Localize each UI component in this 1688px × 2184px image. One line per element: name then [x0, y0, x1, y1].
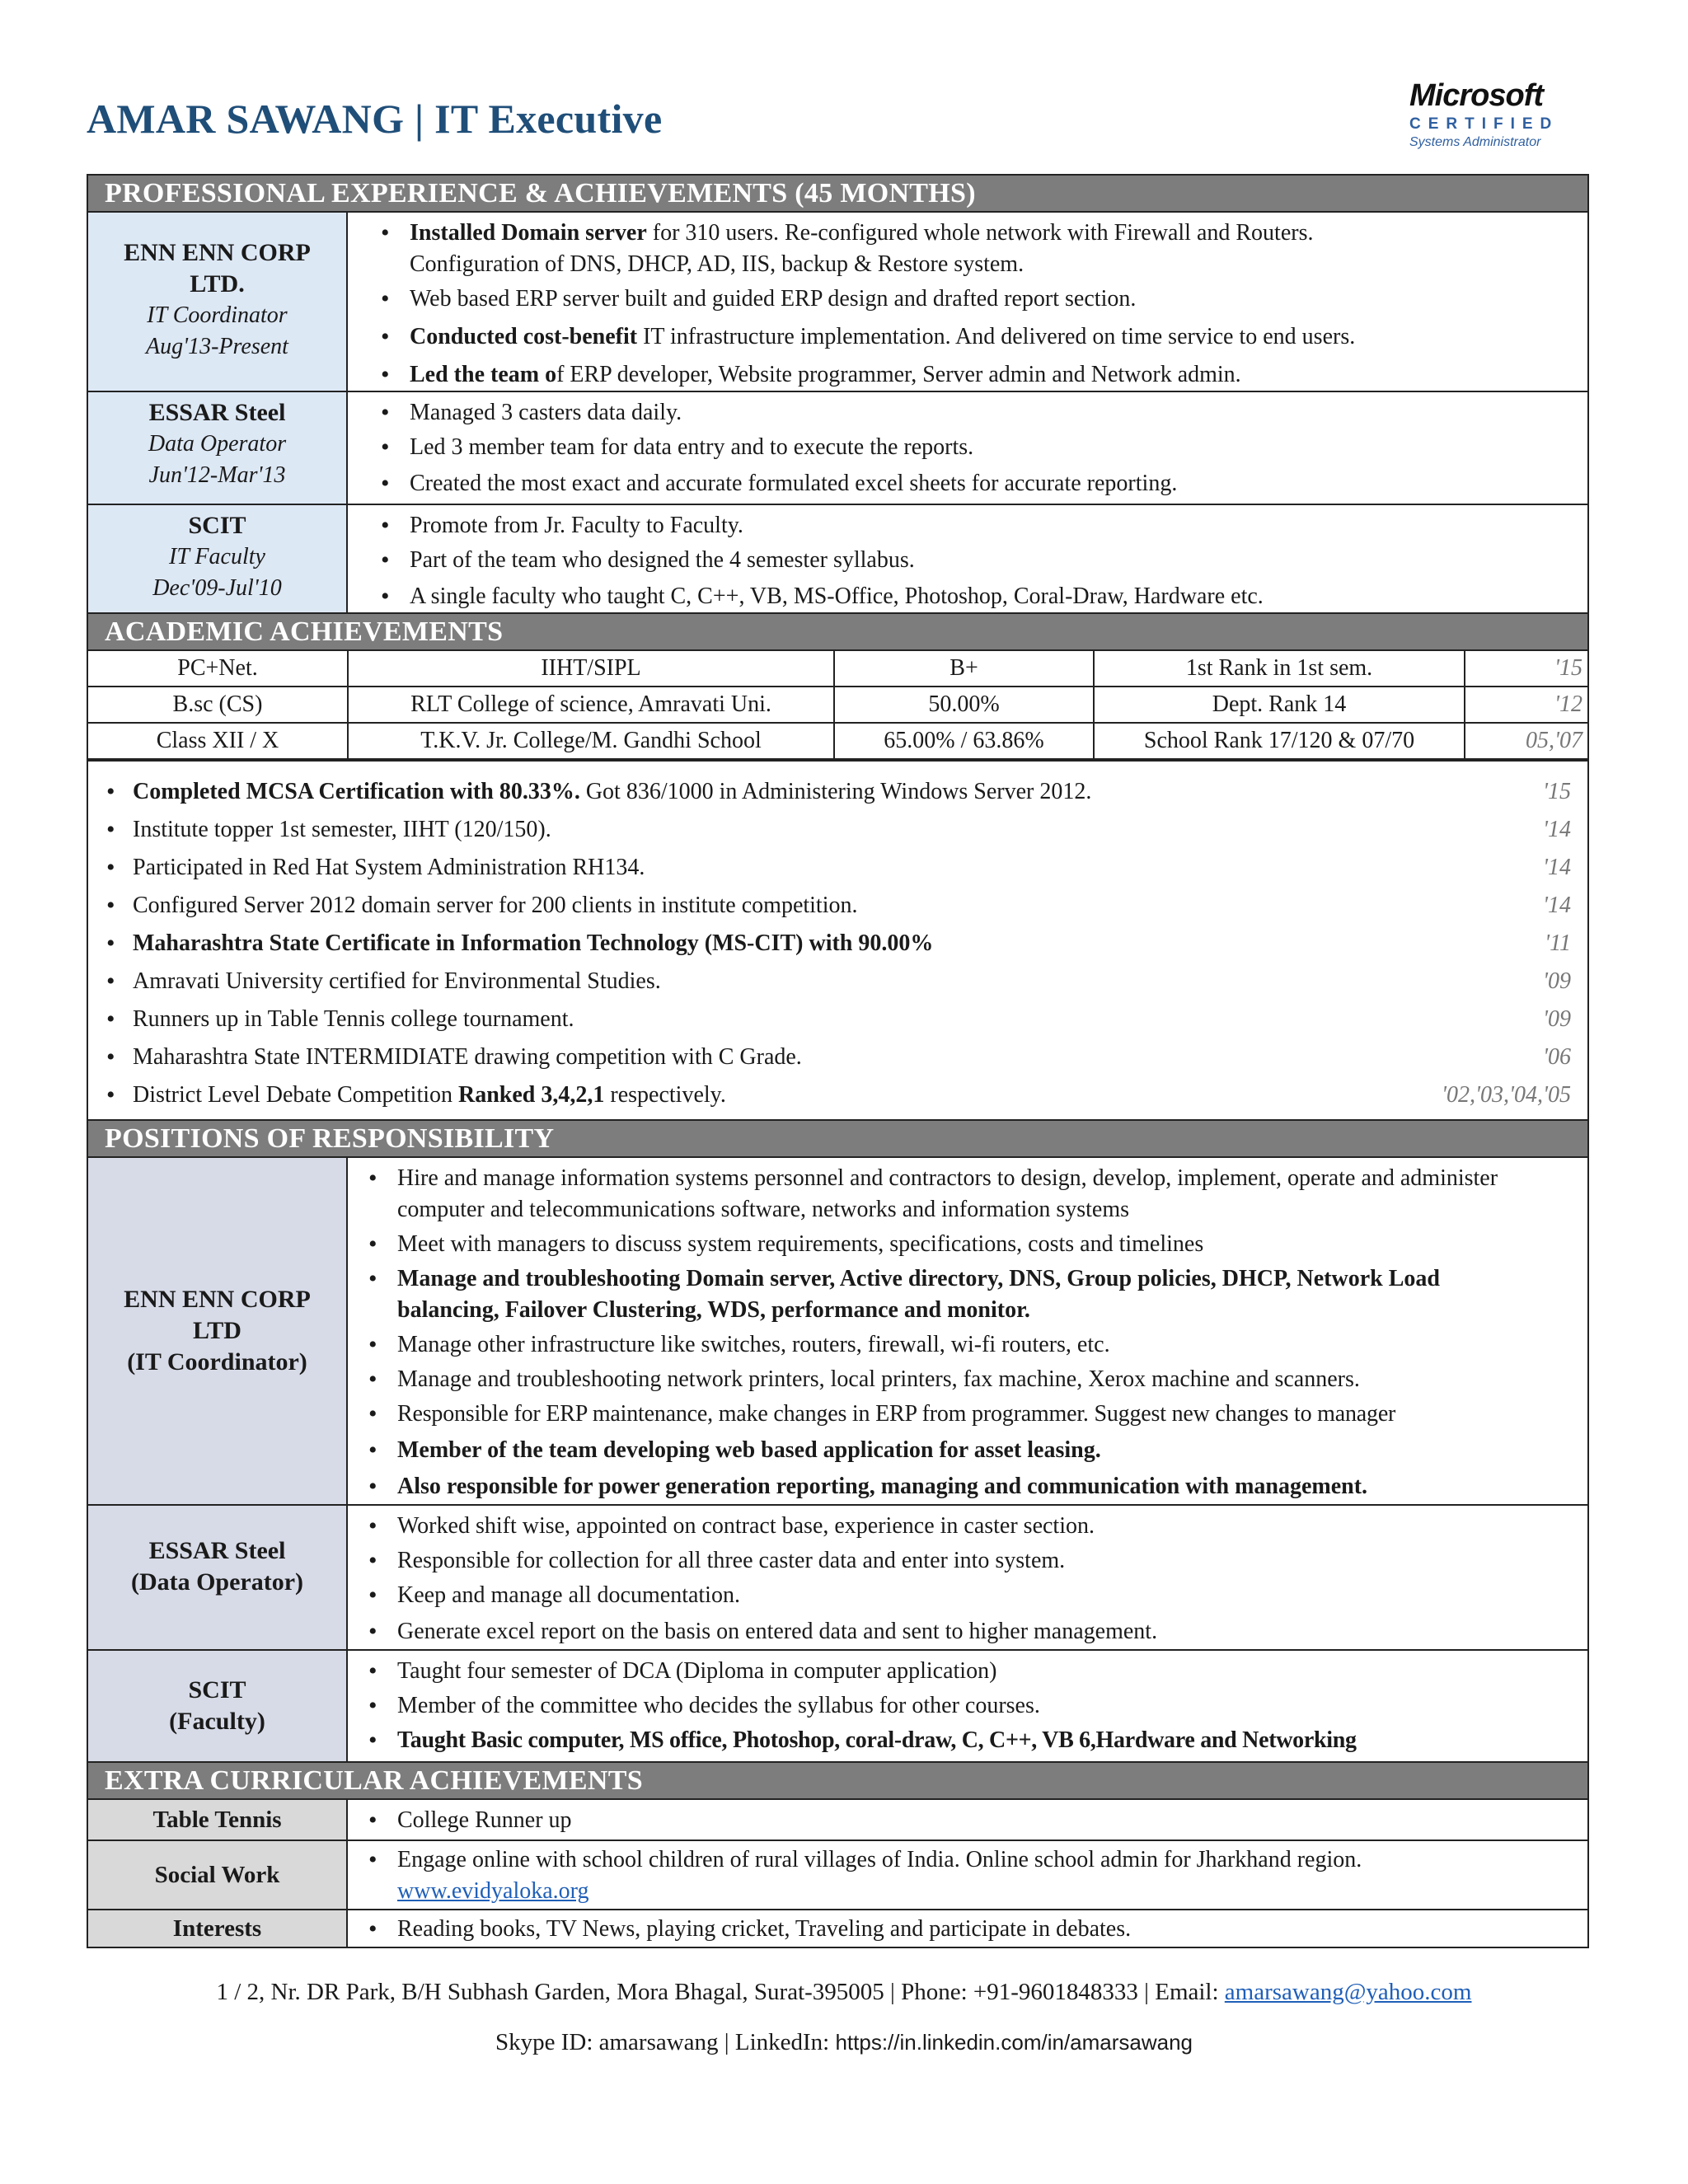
bullet-text: Manage other infrastructure like switches, routers, firewall, wi-fi routers, etc.: [397, 1332, 1110, 1357]
bullet-item: [368, 1545, 1579, 1577]
bullet-bold: Member of the team developing web based application for asset leasing.: [397, 1437, 1101, 1463]
bullet-text: Generate excel report on the basis on entered data and sent to higher management.: [397, 1619, 1158, 1644]
bullet-list: [368, 1511, 1579, 1647]
bullet-text: Manage and troubleshooting network printers, local printers, fax machine, Xerox machine and scanners.: [397, 1366, 1360, 1392]
achievement-bold: Maharashtra State Certificate in Information Technology (MS-CIT) with 90.00%: [133, 930, 934, 956]
bullet-text: Keep and manage all documentation.: [397, 1582, 740, 1608]
bullet-list: [368, 1805, 1579, 1836]
bullet-list: [381, 397, 1579, 499]
bullet-text: Taught four semester of DCA (Diploma in computer application): [397, 1658, 997, 1684]
rank-cell: 1st Rank in 1st sem.: [1094, 651, 1465, 687]
rank-cell: School Rank 17/120 & 07/70: [1094, 723, 1465, 759]
extra-heading: EXTRA CURRICULAR ACHIEVEMENTS: [88, 1761, 1587, 1798]
score-cell: 65.00% / 63.86%: [834, 723, 1094, 759]
bullet-text: IT infrastructure implementation. And delivered on time service to end users.: [637, 324, 1356, 349]
bullet-item: [368, 1580, 1579, 1611]
extra-label: Table Tennis: [88, 1800, 348, 1840]
bullet-item: [368, 1263, 1587, 1326]
linkedin-link[interactable]: https://in.linkedin.com/in/amarsawang: [835, 2030, 1193, 2055]
position-bullets: [348, 1506, 1587, 1649]
job-role: IT Coordinator: [147, 302, 288, 328]
bullet-item: [368, 1435, 1587, 1466]
position-company: LTD: [193, 1317, 241, 1344]
achievement-item: [106, 1076, 1571, 1114]
achievement-text: [106, 773, 1091, 811]
job-info: [88, 392, 348, 504]
contact-footer: [0, 1974, 1688, 2010]
achievement-bold: Ranked 3,4,2,1: [458, 1082, 605, 1108]
bullet-text: Managed 3 casters data daily.: [410, 400, 682, 425]
position-bullets: [348, 1651, 1587, 1761]
bullet-item: [381, 510, 1579, 541]
resume-body: [87, 174, 1589, 1948]
bullet-item: [381, 284, 1579, 315]
extra-content: [348, 1910, 1587, 1947]
job-role: IT Faculty: [169, 544, 265, 569]
bullet-text: Led 3 member team for data entry and to execute the reports.: [410, 434, 974, 460]
position-role: (Data Operator): [130, 1568, 304, 1596]
position-company: SCIT: [188, 1676, 246, 1704]
bullet-text: f ERP developer, Website programmer, Server admin and Network admin.: [556, 362, 1241, 387]
bullet-item: [368, 1914, 1579, 1945]
bullet-item: [368, 1725, 1587, 1756]
achievement-item: [106, 925, 1571, 963]
position-info: [88, 1158, 348, 1504]
bullet-bold: Also responsible for power generation reporting, managing and communication with management.: [397, 1474, 1368, 1499]
bullet-item: [368, 1163, 1587, 1226]
bullet-bold: Taught Basic computer, MS office, Photoshop, coral-draw, C, C++, VB 6,Hardware and Networking: [397, 1727, 1357, 1753]
extra-label: Social Work: [88, 1841, 348, 1909]
position-company: ENN ENN CORP: [124, 1286, 311, 1313]
job-period: Jun'12-Mar'13: [148, 462, 286, 488]
extra-row: [88, 1840, 1587, 1909]
bullet-item: [368, 1229, 1587, 1260]
achievement-year: '14: [1543, 893, 1571, 918]
bullet-text: Member of the committee who decides the syllabus for other courses.: [397, 1693, 1040, 1718]
bullet-item: [368, 1471, 1587, 1502]
company-name: SCIT: [188, 512, 246, 539]
achievement-text: • Maharashtra State INTERMIDIATE drawing competition with C Grade.: [106, 1038, 802, 1076]
experience-job: [88, 505, 1587, 612]
bullet-list: [368, 1914, 1579, 1945]
bullet-item: [368, 1656, 1587, 1687]
position-group: [88, 1651, 1587, 1761]
achievement-item: [106, 811, 1571, 849]
logo-subtitle: Systems Administrator: [1409, 135, 1541, 149]
website-link[interactable]: www.evidyaloka.org: [397, 1878, 589, 1904]
rank-cell: Dept. Rank 14: [1094, 687, 1465, 723]
bullet-text: Worked shift wise, appointed on contract base, experience in caster section.: [397, 1513, 1095, 1539]
position-role: (Faculty): [169, 1708, 265, 1735]
bullet-text: Responsible for collection for all three caster data and enter into system.: [397, 1548, 1066, 1573]
achievement-text: [106, 1076, 726, 1114]
page-title: AMAR SAWANG | IT Executive: [87, 96, 663, 142]
bullet-item: [381, 218, 1579, 280]
year-cell: '15: [1465, 651, 1587, 687]
achievement-item: [106, 773, 1571, 811]
bullet-item: [368, 1844, 1579, 1907]
job-bullets: [348, 392, 1587, 504]
experience-heading: PROFESSIONAL EXPERIENCE & ACHIEVEMENTS (45 MONTHS): [88, 176, 1587, 213]
achievement-item: [106, 1001, 1571, 1038]
company-name: ESSAR Steel: [148, 399, 286, 426]
year-cell: '12: [1465, 687, 1587, 723]
achievement-text: • Amravati University certified for Environmental Studies.: [106, 963, 661, 1001]
achievement-text: • Participated in Red Hat System Administration RH134.: [106, 849, 645, 887]
bullet-item: [368, 1616, 1579, 1647]
table-row: [88, 687, 1587, 723]
institute-cell: RLT College of science, Amravati Uni.: [348, 687, 834, 723]
bullet-text: for 310 users. Re-configured whole network with Firewall and Routers. Configuration of DNS, DHCP, AD, IIS, backup & Restore system.: [410, 220, 1314, 277]
bullet-text: Reading books, TV News, playing cricket, Traveling and participate in debates.: [397, 1916, 1132, 1942]
achievement-bold: Completed MCSA Certification with 80.33%.: [133, 779, 580, 804]
course-cell: Class XII / X: [88, 723, 348, 759]
bullet-text: College Runner up: [397, 1807, 572, 1833]
achievement-detail: respectively.: [604, 1082, 726, 1108]
bullet-item: [368, 1399, 1587, 1430]
achievement-text: [106, 925, 933, 963]
position-bullets: [348, 1158, 1587, 1504]
achievement-item: [106, 849, 1571, 887]
bullet-item: [381, 545, 1579, 576]
bullet-item: [368, 1690, 1587, 1722]
bullet-text: Meet with managers to discuss system requirements, specifications, costs and timelines: [397, 1231, 1204, 1257]
achievement-year: '11: [1545, 930, 1571, 956]
extra-row: [88, 1798, 1587, 1840]
bullet-item: [381, 581, 1579, 612]
course-cell: PC+Net.: [88, 651, 348, 687]
extra-content: [348, 1800, 1587, 1840]
extra-label: Interests: [88, 1910, 348, 1947]
academics-heading: ACADEMIC ACHIEVEMENTS: [88, 612, 1587, 651]
achievement-year: '15: [1543, 779, 1571, 804]
achievement-year: '14: [1543, 855, 1571, 880]
bullet-text: Responsible for ERP maintenance, make changes in ERP from programmer. Suggest new changes to manager: [397, 1401, 1396, 1427]
position-company: ESSAR Steel: [148, 1537, 286, 1564]
position-info: [88, 1506, 348, 1649]
year-cell: 05,'07: [1465, 723, 1587, 759]
bullet-list: [368, 1844, 1579, 1907]
social-footer: [0, 2029, 1688, 2056]
bullet-bold: Installed Domain server: [410, 220, 647, 246]
bullet-item: [368, 1364, 1587, 1395]
bullet-item: [381, 397, 1579, 429]
address-text: 1 / 2, Nr. DR Park, B/H Subhash Garden, Mora Bhagal, Surat-395005 | Phone: +91-9601848333 | Email:: [216, 1979, 1225, 2005]
job-info: [88, 505, 348, 612]
job-period: Aug'13-Present: [146, 334, 288, 359]
skype-text: Skype ID: amarsawang | LinkedIn:: [495, 2029, 836, 2055]
bullet-text: Engage online with school children of rural villages of India. Online school admin for Jharkhand region.: [397, 1847, 1362, 1872]
job-period: Dec'09-Jul'10: [152, 575, 282, 601]
bullet-bold: Conducted cost-benefit: [410, 324, 638, 349]
position-role: (IT Coordinator): [127, 1348, 307, 1376]
bullet-item: [368, 1805, 1579, 1836]
position-info: [88, 1651, 348, 1761]
table-row: [88, 651, 1587, 687]
bullet-item: [381, 321, 1579, 353]
achievement-year: '06: [1543, 1044, 1571, 1070]
job-bullets: [348, 505, 1587, 612]
bullet-bold: Manage and troubleshooting Domain server, Active directory, DNS, Group policies, DHCP, Network Load balancing, Failover Clustering, WDS, performance and monitor.: [397, 1266, 1440, 1323]
job-role: Data Operator: [148, 431, 287, 457]
bullet-list: [381, 510, 1579, 612]
bullet-list: [381, 218, 1579, 391]
bullet-item: [381, 468, 1579, 499]
institute-cell: T.K.V. Jr. College/M. Gandhi School: [348, 723, 834, 759]
experience-job: [88, 392, 1587, 505]
achievement-item: [106, 887, 1571, 925]
bullet-list: [368, 1656, 1587, 1756]
microsoft-certified-logo: [1409, 78, 1574, 161]
institute-cell: IIHT/SIPL: [348, 651, 834, 687]
bullet-item: [368, 1329, 1587, 1361]
bullet-list: [368, 1163, 1587, 1502]
bullet-text: Promote from Jr. Faculty to Faculty.: [410, 513, 743, 538]
achievement-year: '14: [1543, 817, 1571, 842]
company-name: ENN ENN CORP LTD.: [124, 239, 311, 298]
academic-table: [88, 651, 1587, 760]
achievement-detail: Got 836/1000 in Administering Windows Server 2012.: [579, 779, 1092, 804]
job-bullets: [348, 213, 1587, 391]
bullet-item: [381, 432, 1579, 463]
bullet-text: Created the most exact and accurate formulated excel sheets for accurate reporting.: [410, 471, 1178, 496]
achievement-text: • Configured Server 2012 domain server for 200 clients in institute competition.: [106, 887, 857, 925]
achievement-year: '09: [1543, 968, 1571, 994]
achievement-detail: District Level Debate Competition: [133, 1082, 459, 1108]
score-cell: B+: [834, 651, 1094, 687]
job-info: [88, 213, 348, 391]
bullet-bold: Led the team o: [410, 362, 557, 387]
position-group: [88, 1158, 1587, 1506]
table-row: [88, 723, 1587, 759]
achievement-text: • Institute topper 1st semester, IIHT (120/150).: [106, 811, 551, 849]
logo-brand: Microsoft: [1409, 78, 1543, 113]
bullet-text: Web based ERP server built and guided ERP design and drafted report section.: [410, 286, 1137, 312]
positions-heading: POSITIONS OF RESPONSIBILITY: [88, 1121, 1587, 1158]
experience-job: [88, 213, 1587, 392]
course-cell: B.sc (CS): [88, 687, 348, 723]
position-group: [88, 1506, 1587, 1651]
email-link[interactable]: amarsawang@yahoo.com: [1224, 1979, 1472, 2005]
achievement-item: [106, 1038, 1571, 1076]
bullet-text: Hire and manage information systems personnel and contractors to design, develop, implement, operate and administer computer and telecommunications software, networks and information systems: [397, 1165, 1498, 1222]
extra-row: [88, 1909, 1587, 1947]
bullet-text: Part of the team who designed the 4 semester syllabus.: [410, 547, 915, 573]
achievement-list: [88, 760, 1587, 1121]
bullet-item: [368, 1511, 1579, 1542]
score-cell: 50.00%: [834, 687, 1094, 723]
achievement-item: [106, 963, 1571, 1001]
achievement-year: '02,'03,'04,'05: [1442, 1082, 1571, 1108]
logo-certified: CERTIFIED: [1409, 115, 1559, 133]
bullet-text: A single faculty who taught C, C++, VB, MS-Office, Photoshop, Coral-Draw, Hardware etc.: [410, 583, 1264, 609]
extra-content: [348, 1841, 1587, 1909]
achievement-text: • Runners up in Table Tennis college tournament.: [106, 1001, 574, 1038]
bullet-item: [381, 359, 1579, 391]
achievement-year: '09: [1543, 1006, 1571, 1032]
